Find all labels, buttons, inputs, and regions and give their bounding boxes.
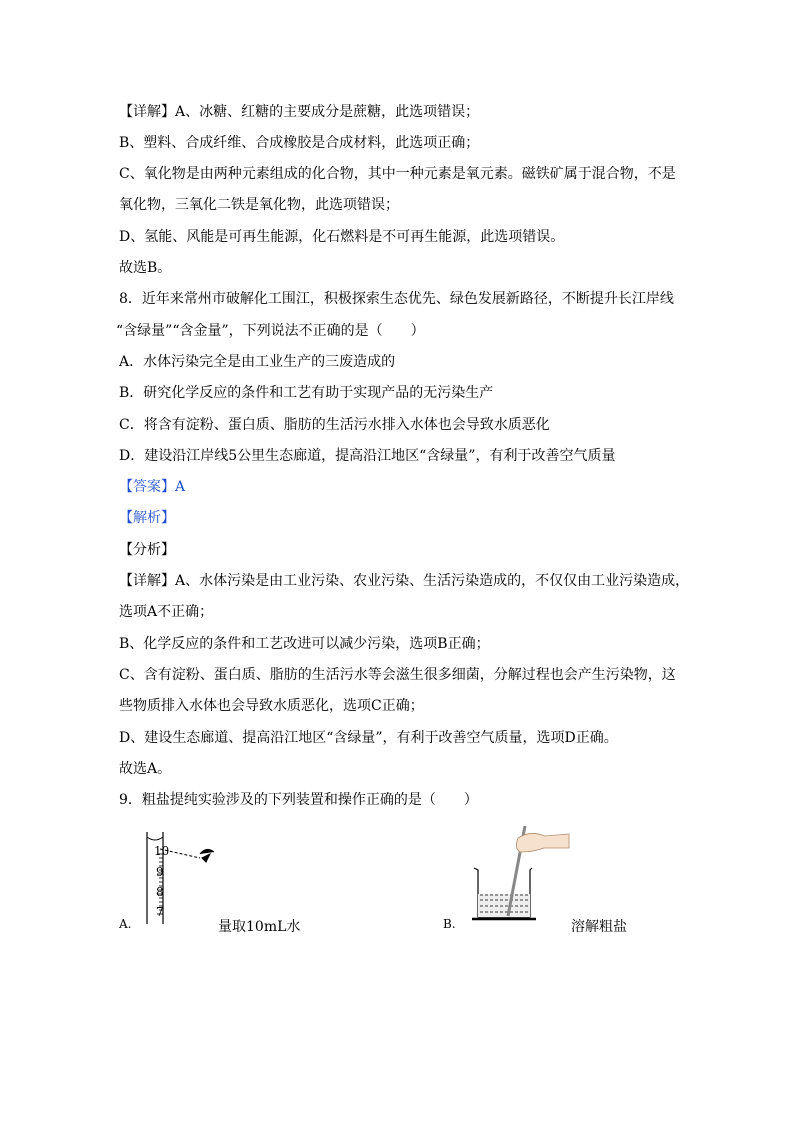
option-d: D．建设沿江岸线5公里生态廊道，提高沿江地区“含绿量”，有利于改善空气质量: [119, 448, 616, 464]
option-b-label: B.: [443, 917, 456, 931]
tick-label: 9: [156, 865, 164, 879]
beaker-stirring-figure: [470, 822, 580, 922]
text-line: 【详解】A、冰糖、红糖的主要成分是蔗糖，此选项错误；: [119, 104, 480, 120]
text-line: C、氧化物是由两种元素组成的化合物，其中一种元素是氧元素。磁铁矿属于混合物，不是: [119, 166, 676, 182]
text-line: 故选A。: [119, 761, 172, 777]
option-b: B．研究化学反应的条件和工艺有助于实现产品的无污染生产: [119, 385, 494, 401]
question-8-stem-cont: “含绿量”“含金量”，下列说法不正确的是（ ）: [116, 323, 425, 339]
text-line: 氧化物，三氧化二铁是氧化物，此选项错误；: [119, 197, 399, 213]
answer-heading: 【答案】A: [119, 479, 186, 495]
fenxi-heading: 【分析】: [119, 542, 175, 558]
option-a: A．水体污染完全是由工业生产的三废造成的: [119, 354, 396, 370]
option-a-caption: 量取10mL水: [218, 919, 301, 935]
graduated-cylinder-figure: [140, 832, 230, 924]
tick-label: 8: [156, 885, 164, 899]
option-a-label: A.: [119, 917, 132, 931]
text-line: 选项A不正确；: [119, 604, 214, 620]
text-line: D、氢能、风能是可再生能源，化石燃料是不可再生能源，此选项错误。: [119, 229, 565, 245]
text-line: 些物质排入水体也会导致水质恶化，选项C正确；: [119, 698, 424, 714]
text-line: 故选B。: [119, 260, 172, 276]
tick-label: 7: [156, 905, 164, 919]
question-9-stem: 9．粗盐提纯实验涉及的下列装置和操作正确的是（ ）: [119, 792, 478, 808]
option-c: C．将含有淀粉、蛋白质、脂肪的生活污水排入水体也会导致水质恶化: [119, 417, 550, 433]
text-line: D、建设生态廊道、提高沿江地区“含绿量”，有利于改善空气质量，选项D正确。: [119, 730, 618, 746]
question-8-stem: 8．近年来常州市破解化工围江，积极探索生态优先、绿色发展新路径，不断提升长江岸线: [119, 291, 674, 307]
option-b-caption: 溶解粗盐: [571, 919, 627, 935]
text-line: B、塑料、合成纤维、合成橡胶是合成材料，此选项正确；: [119, 135, 480, 151]
analysis-heading: 【解析】: [119, 510, 175, 526]
text-line: 【详解】A、水体污染是由工业污染、农业污染、生活污染造成的，不仅仅由工业污染造成，: [119, 573, 690, 589]
text-line: B、化学反应的条件和工艺改进可以减少污染，选项B正确；: [119, 636, 490, 652]
tick-label: 10: [154, 844, 170, 858]
text-line: C、含有淀粉、蛋白质、脂肪的生活污水等会滋生很多细菌，分解过程也会产生污染物，这: [119, 667, 676, 683]
